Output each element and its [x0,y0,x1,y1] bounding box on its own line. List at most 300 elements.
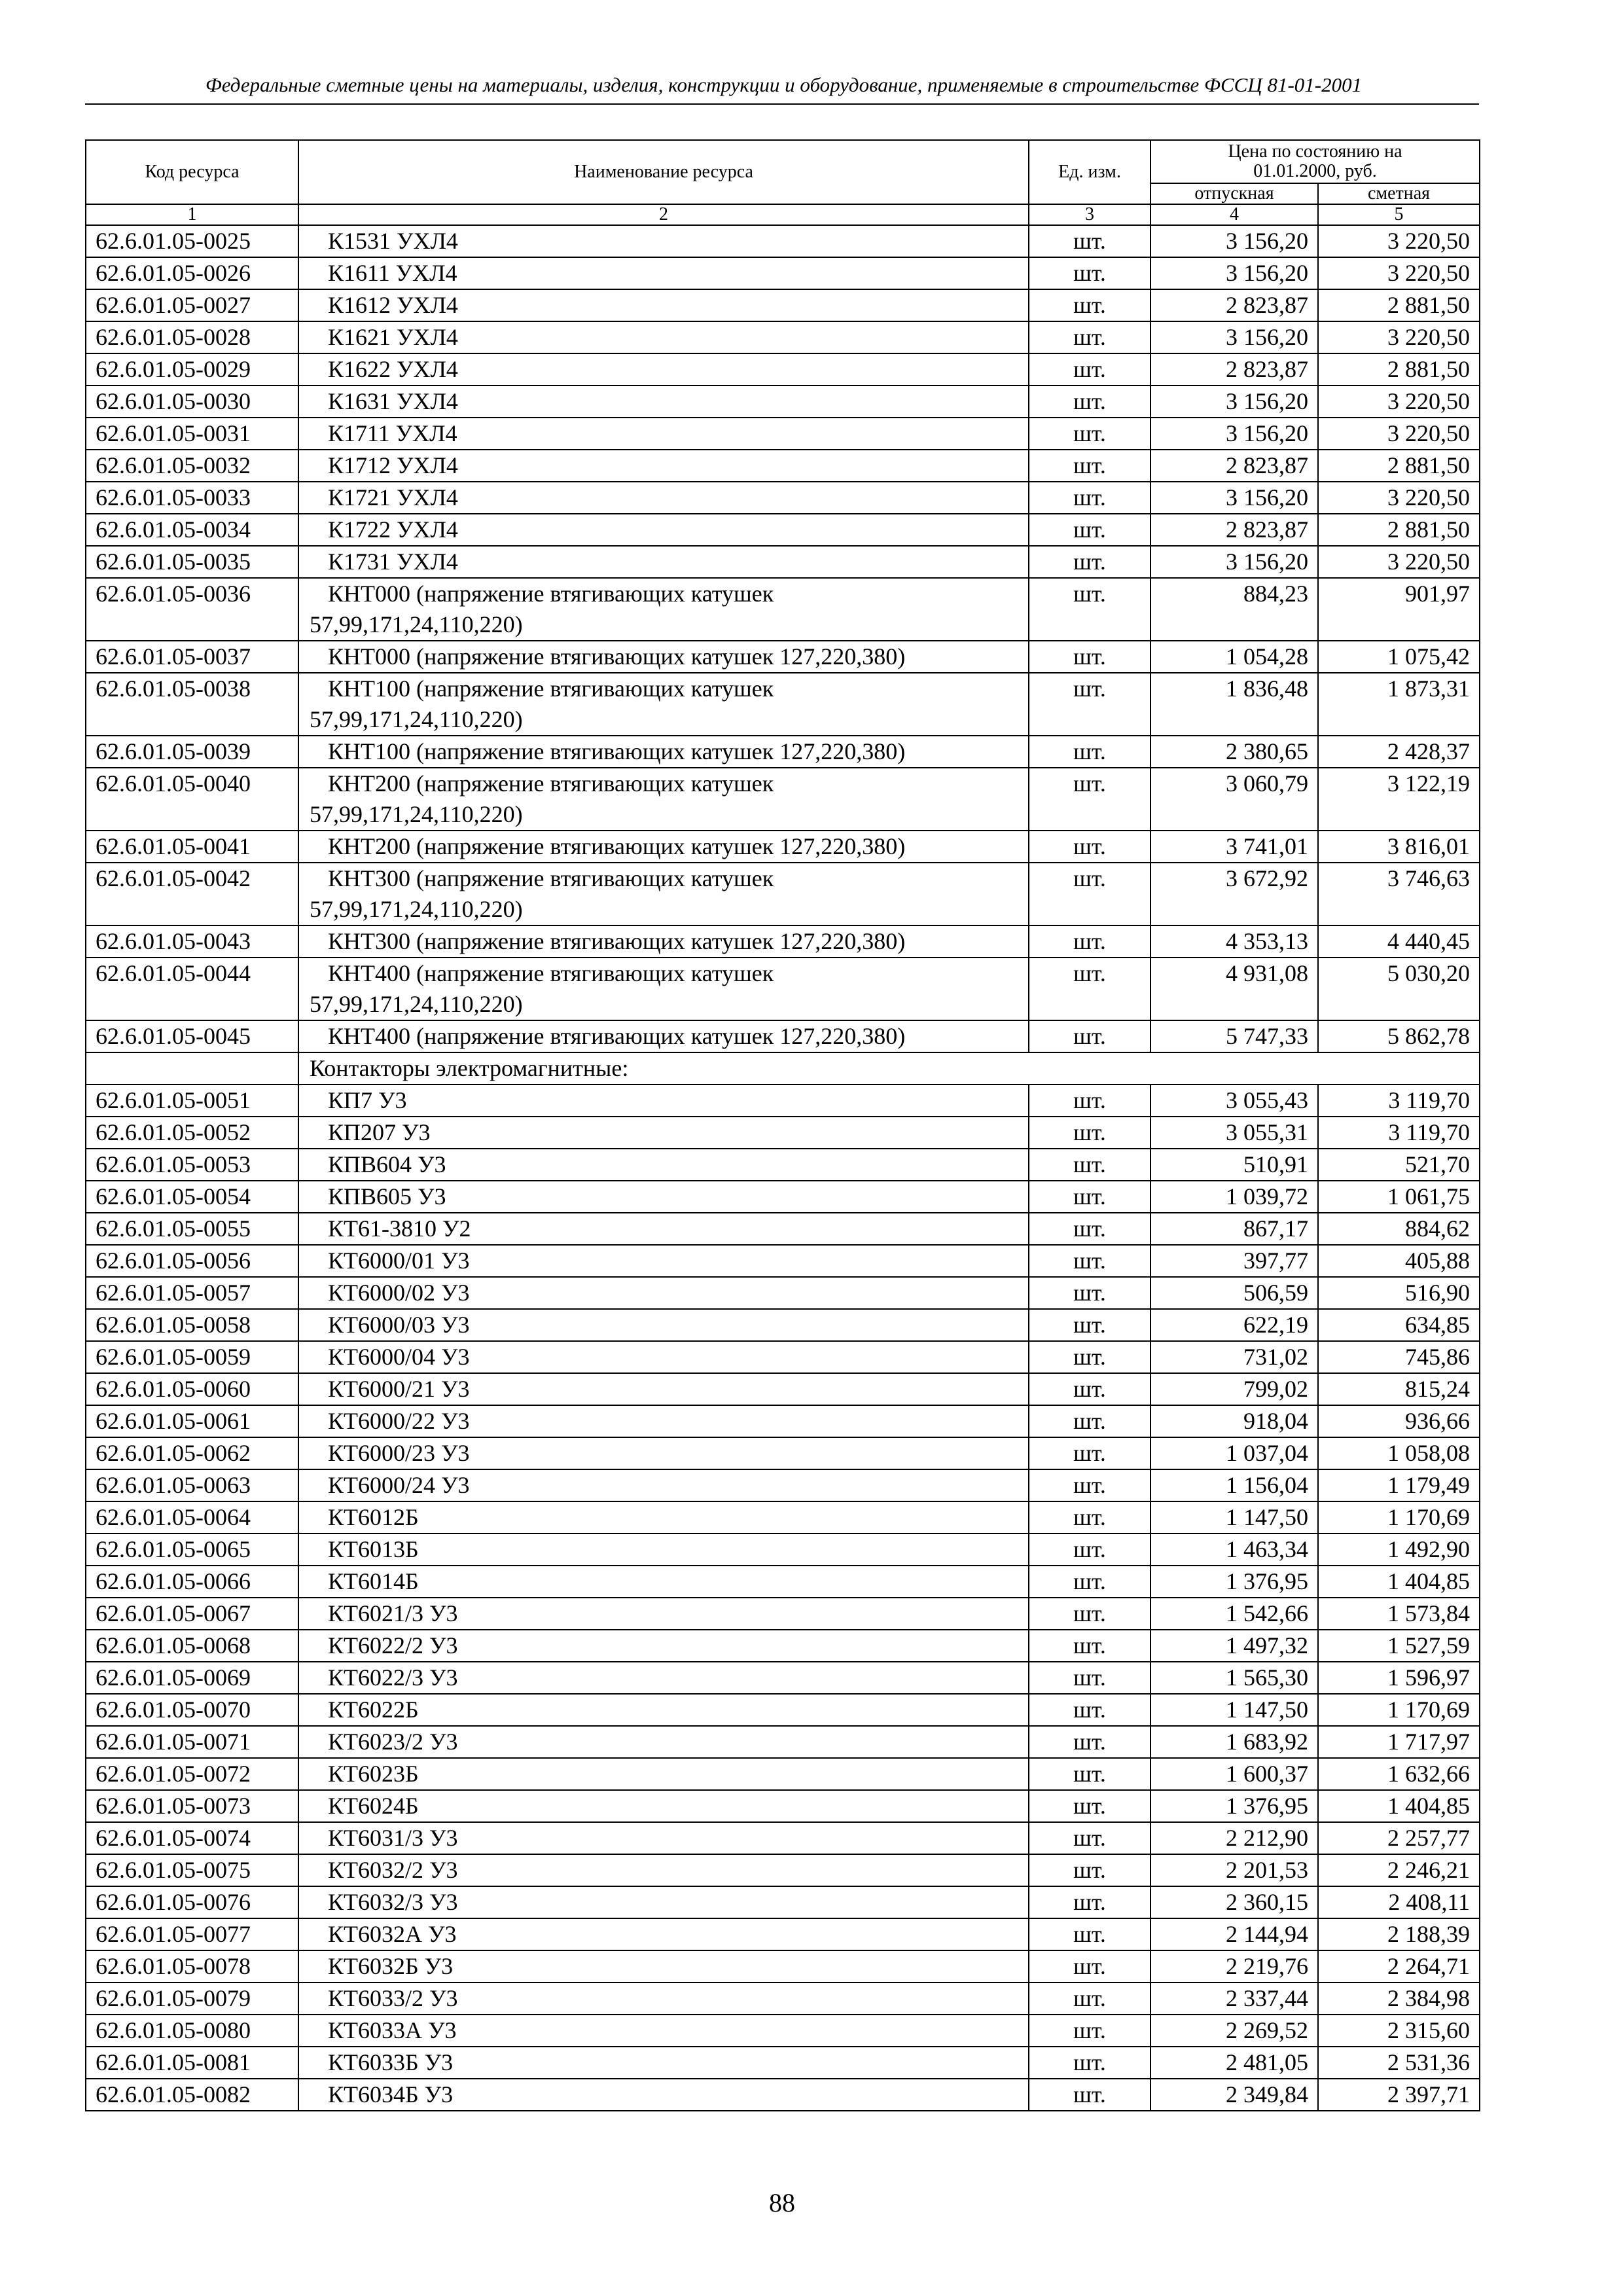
price-release: 2 380,65 [1150,736,1318,768]
resource-name: КТ6033/2 У3 [298,1982,1029,2015]
price-estimate: 1 404,85 [1318,1566,1480,1598]
table-row [86,1469,1480,1501]
resource-code: 62.6.01.05-0073 [86,1790,298,1822]
table-row [86,1245,1480,1277]
table-body [86,225,1480,2111]
price-release: 5 747,33 [1150,1020,1318,1052]
resource-code: 62.6.01.05-0058 [86,1309,298,1341]
table-row [86,450,1480,482]
resource-name: КПВ605 У3 [298,1181,1029,1213]
resource-code: 62.6.01.05-0075 [86,1854,298,1886]
price-estimate: 2 257,77 [1318,1822,1480,1854]
price-estimate: 3 816,01 [1318,831,1480,863]
resource-code: 62.6.01.05-0077 [86,1918,298,1950]
table-row [86,1085,1480,1117]
table-row [86,1309,1480,1341]
table-row [86,2015,1480,2047]
resource-code: 62.6.01.05-0067 [86,1598,298,1630]
table-row [86,1181,1480,1213]
table-row [86,578,1480,641]
table-row [86,736,1480,768]
unit-of-measure: шт. [1029,1534,1150,1566]
resource-name: КТ6000/24 У3 [298,1469,1029,1501]
price-estimate: 1 179,49 [1318,1469,1480,1501]
resource-name: КНТ400 (напряжение втягивающих катушек 127,220,380) [298,1020,1029,1052]
unit-of-measure: шт. [1029,925,1150,958]
resource-code: 62.6.01.05-0069 [86,1662,298,1694]
resource-code: 62.6.01.05-0054 [86,1181,298,1213]
column-number: 3 [1029,204,1150,225]
price-estimate: 3 746,63 [1318,863,1480,925]
table-row [86,1534,1480,1566]
resource-name: КНТ200 (напряжение втягивающих катушек 127,220,380) [298,831,1029,863]
resource-name: КТ6032/3 У3 [298,1886,1029,1918]
resource-name [298,958,1029,1020]
page-number: 88 [769,2188,795,2217]
unit-of-measure: шт. [1029,1373,1150,1405]
unit-of-measure: шт. [1029,641,1150,673]
price-table [85,139,1480,2111]
price-release: 2 219,76 [1150,1950,1318,1982]
price-group-line2: 01.01.2000, руб. [1253,161,1377,181]
price-release: 1 463,34 [1150,1534,1318,1566]
unit-of-measure: шт. [1029,1341,1150,1373]
price-estimate: 936,66 [1318,1405,1480,1437]
table-row [86,641,1480,673]
price-release: 2 360,15 [1150,1886,1318,1918]
table-row [86,321,1480,353]
resource-name: КТ6024Б [298,1790,1029,1822]
resource-code: 62.6.01.05-0038 [86,673,298,736]
col-header-name: Наименование ресурса [298,140,1029,204]
unit-of-measure: шт. [1029,1149,1150,1181]
resource-code: 62.6.01.05-0057 [86,1277,298,1309]
price-release: 2 823,87 [1150,514,1318,546]
price-estimate: 1 596,97 [1318,1662,1480,1694]
unit-of-measure: шт. [1029,1758,1150,1790]
resource-name: КТ6012Б [298,1501,1029,1534]
resource-name [298,673,1029,736]
resource-code: 62.6.01.05-0056 [86,1245,298,1277]
unit-of-measure: шт. [1029,2047,1150,2079]
resource-code: 62.6.01.05-0071 [86,1726,298,1758]
unit-of-measure: шт. [1029,863,1150,925]
resource-name: КТ6034Б У3 [298,2079,1029,2111]
price-estimate: 1 527,59 [1318,1630,1480,1662]
table-row [86,353,1480,386]
resource-name-line2: 57,99,171,24,110,220) [310,991,523,1017]
resource-code: 62.6.01.05-0063 [86,1469,298,1501]
table-row [86,546,1480,578]
price-release: 3 156,20 [1150,321,1318,353]
price-release: 867,17 [1150,1213,1318,1245]
resource-code: 62.6.01.05-0026 [86,257,298,289]
price-estimate: 3 119,70 [1318,1117,1480,1149]
unit-of-measure: шт. [1029,1566,1150,1598]
price-estimate: 2 881,50 [1318,289,1480,321]
resource-name: К1721 УХЛ4 [298,482,1029,514]
table-row [86,1149,1480,1181]
resource-name: КТ6032А У3 [298,1918,1029,1950]
price-release: 3 156,20 [1150,225,1318,257]
unit-of-measure: шт. [1029,1213,1150,1245]
resource-name: КП7 У3 [298,1085,1029,1117]
table-row [86,1662,1480,1694]
price-release: 1 600,37 [1150,1758,1318,1790]
price-release: 1 147,50 [1150,1501,1318,1534]
table-row [86,1020,1480,1052]
price-estimate: 1 170,69 [1318,1501,1480,1534]
resource-name-line2: 57,99,171,24,110,220) [310,706,523,732]
resource-name: К1631 УХЛ4 [298,386,1029,418]
unit-of-measure: шт. [1029,1245,1150,1277]
resource-name [298,768,1029,831]
table-row [86,1630,1480,1662]
resource-name: К1731 УХЛ4 [298,546,1029,578]
col-header-price-group [1150,140,1480,183]
table-row [86,1277,1480,1309]
unit-of-measure: шт. [1029,2015,1150,2047]
table-row [86,1341,1480,1373]
resource-name: КТ6000/21 У3 [298,1373,1029,1405]
table-row [86,1790,1480,1822]
price-release: 1 542,66 [1150,1598,1318,1630]
resource-name: КТ6023Б [298,1758,1029,1790]
resource-code: 62.6.01.05-0030 [86,386,298,418]
resource-name [298,863,1029,925]
resource-name: КНТ000 (напряжение втягивающих катушек 127,220,380) [298,641,1029,673]
price-release: 622,19 [1150,1309,1318,1341]
resource-name: КТ6031/3 У3 [298,1822,1029,1854]
unit-of-measure: шт. [1029,386,1150,418]
resource-name: КТ6000/22 У3 [298,1405,1029,1437]
price-release: 4 353,13 [1150,925,1318,958]
resource-name: К1531 УХЛ4 [298,225,1029,257]
table-row [86,1918,1480,1950]
price-release: 1 039,72 [1150,1181,1318,1213]
unit-of-measure: шт. [1029,1950,1150,1982]
resource-code: 62.6.01.05-0065 [86,1534,298,1566]
price-estimate: 2 408,11 [1318,1886,1480,1918]
resource-code: 62.6.01.05-0076 [86,1886,298,1918]
unit-of-measure: шт. [1029,1694,1150,1726]
unit-of-measure: шт. [1029,768,1150,831]
resource-code: 62.6.01.05-0079 [86,1982,298,2015]
unit-of-measure: шт. [1029,736,1150,768]
column-number-row [86,204,1480,225]
unit-of-measure: шт. [1029,1309,1150,1341]
unit-of-measure: шт. [1029,1405,1150,1437]
price-estimate: 2 315,60 [1318,2015,1480,2047]
price-estimate: 2 881,50 [1318,450,1480,482]
price-release: 1 147,50 [1150,1694,1318,1726]
table-row [86,386,1480,418]
price-estimate: 5 862,78 [1318,1020,1480,1052]
table-row [86,1982,1480,2015]
price-release: 884,23 [1150,578,1318,641]
col-header-price-release: отпускная [1150,183,1318,204]
resource-name: КНТ300 (напряжение втягивающих катушек 127,220,380) [298,925,1029,958]
table-row [86,1886,1480,1918]
price-release: 1 497,32 [1150,1630,1318,1662]
unit-of-measure: шт. [1029,1982,1150,2015]
table-row [86,1373,1480,1405]
resource-code: 62.6.01.05-0074 [86,1822,298,1854]
resource-code: 62.6.01.05-0040 [86,768,298,831]
resource-code: 62.6.01.05-0070 [86,1694,298,1726]
price-estimate: 2 246,21 [1318,1854,1480,1886]
resource-name: КТ6023/2 У3 [298,1726,1029,1758]
resource-name: КТ6022Б [298,1694,1029,1726]
table-row [86,863,1480,925]
price-estimate: 1 573,84 [1318,1598,1480,1630]
price-release: 2 349,84 [1150,2079,1318,2111]
price-release: 3 156,20 [1150,546,1318,578]
table-row [86,768,1480,831]
price-estimate: 2 881,50 [1318,353,1480,386]
resource-code: 62.6.01.05-0028 [86,321,298,353]
unit-of-measure: шт. [1029,673,1150,736]
price-estimate: 1 075,42 [1318,641,1480,673]
price-estimate: 3 220,50 [1318,418,1480,450]
price-release: 1 683,92 [1150,1726,1318,1758]
unit-of-measure: шт. [1029,514,1150,546]
table-row [86,673,1480,736]
price-release: 1 156,04 [1150,1469,1318,1501]
unit-of-measure: шт. [1029,1020,1150,1052]
price-release: 3 156,20 [1150,386,1318,418]
unit-of-measure: шт. [1029,1822,1150,1854]
price-release: 2 337,44 [1150,1982,1318,2015]
unit-of-measure: шт. [1029,1277,1150,1309]
price-estimate: 1 492,90 [1318,1534,1480,1566]
price-release: 799,02 [1150,1373,1318,1405]
resource-code: 62.6.01.05-0027 [86,289,298,321]
unit-of-measure: шт. [1029,1790,1150,1822]
resource-code: 62.6.01.05-0082 [86,2079,298,2111]
unit-of-measure: шт. [1029,1598,1150,1630]
resource-code: 62.6.01.05-0072 [86,1758,298,1790]
resource-code: 62.6.01.05-0042 [86,863,298,925]
resource-name: КТ6000/02 У3 [298,1277,1029,1309]
resource-name: К1622 УХЛ4 [298,353,1029,386]
resource-code: 62.6.01.05-0055 [86,1213,298,1245]
price-release: 3 741,01 [1150,831,1318,863]
price-release: 3 055,31 [1150,1117,1318,1149]
resource-name: К1621 УХЛ4 [298,321,1029,353]
resource-code: 62.6.01.05-0064 [86,1501,298,1534]
price-estimate: 3 220,50 [1318,546,1480,578]
resource-name: К1711 УХЛ4 [298,418,1029,450]
unit-of-measure: шт. [1029,958,1150,1020]
resource-code: 62.6.01.05-0062 [86,1437,298,1469]
resource-code: 62.6.01.05-0060 [86,1373,298,1405]
table-row [86,482,1480,514]
price-release: 2 269,52 [1150,2015,1318,2047]
table-row [86,1726,1480,1758]
table-row [86,2079,1480,2111]
price-release: 3 060,79 [1150,768,1318,831]
price-estimate: 1 717,97 [1318,1726,1480,1758]
price-release: 3 055,43 [1150,1085,1318,1117]
resource-name: КТ61-3810 У2 [298,1213,1029,1245]
resource-name: КТ6033А У3 [298,2015,1029,2047]
price-estimate: 3 220,50 [1318,257,1480,289]
resource-code: 62.6.01.05-0061 [86,1405,298,1437]
price-estimate: 5 030,20 [1318,958,1480,1020]
unit-of-measure: шт. [1029,257,1150,289]
price-release: 2 212,90 [1150,1822,1318,1854]
price-group-line1: Цена по состоянию на [1228,141,1402,162]
unit-of-measure: шт. [1029,1437,1150,1469]
resource-name [298,578,1029,641]
price-release: 2 823,87 [1150,450,1318,482]
table-row [86,1822,1480,1854]
unit-of-measure: шт. [1029,1469,1150,1501]
resource-code: 62.6.01.05-0039 [86,736,298,768]
price-release: 731,02 [1150,1341,1318,1373]
price-release: 2 144,94 [1150,1918,1318,1950]
section-row [86,1052,1480,1085]
resource-code: 62.6.01.05-0034 [86,514,298,546]
price-estimate: 2 881,50 [1318,514,1480,546]
resource-code: 62.6.01.05-0025 [86,225,298,257]
table-row [86,514,1480,546]
resource-code: 62.6.01.05-0053 [86,1149,298,1181]
price-release: 1 376,95 [1150,1790,1318,1822]
price-release: 2 201,53 [1150,1854,1318,1886]
resource-name: КТ6022/3 У3 [298,1662,1029,1694]
section-title: Контакторы электромагнитные: [298,1052,1480,1085]
resource-name-line2: 57,99,171,24,110,220) [310,801,523,827]
resource-code: 62.6.01.05-0043 [86,925,298,958]
price-release: 397,77 [1150,1245,1318,1277]
price-release: 3 672,92 [1150,863,1318,925]
unit-of-measure: шт. [1029,1662,1150,1694]
unit-of-measure: шт. [1029,831,1150,863]
resource-name: КТ6032/2 У3 [298,1854,1029,1886]
unit-of-measure: шт. [1029,418,1150,450]
price-estimate: 2 397,71 [1318,2079,1480,2111]
resource-code: 62.6.01.05-0081 [86,2047,298,2079]
price-release: 1 037,04 [1150,1437,1318,1469]
resource-code: 62.6.01.05-0032 [86,450,298,482]
col-header-price-estimate: сметная [1318,183,1480,204]
unit-of-measure: шт. [1029,1630,1150,1662]
price-release: 1 565,30 [1150,1662,1318,1694]
resource-code: 62.6.01.05-0045 [86,1020,298,1052]
price-release: 2 823,87 [1150,353,1318,386]
price-estimate: 745,86 [1318,1341,1480,1373]
resource-name-line2: 57,99,171,24,110,220) [310,611,523,637]
resource-name-line1: КНТ200 (напряжение втягивающих катушек [328,770,774,797]
price-release: 3 156,20 [1150,418,1318,450]
resource-name-line1: КНТ400 (напряжение втягивающих катушек [328,960,774,986]
resource-name: КТ6000/01 У3 [298,1245,1029,1277]
table-row [86,418,1480,450]
running-header: Федеральные сметные цены на материалы, изделия, конструкции и оборудование, применяемые в строительстве ФССЦ 81-01-2001 [205,73,1363,96]
unit-of-measure: шт. [1029,578,1150,641]
price-release: 3 156,20 [1150,482,1318,514]
price-estimate: 3 220,50 [1318,225,1480,257]
price-release: 1 836,48 [1150,673,1318,736]
price-estimate: 521,70 [1318,1149,1480,1181]
price-estimate: 3 220,50 [1318,482,1480,514]
price-estimate: 3 220,50 [1318,321,1480,353]
table-row [86,289,1480,321]
price-release: 506,59 [1150,1277,1318,1309]
resource-code: 62.6.01.05-0059 [86,1341,298,1373]
table-row [86,958,1480,1020]
table-row [86,1117,1480,1149]
resource-name: КТ6000/03 У3 [298,1309,1029,1341]
price-release: 2 823,87 [1150,289,1318,321]
resource-code: 62.6.01.05-0031 [86,418,298,450]
price-estimate: 1 404,85 [1318,1790,1480,1822]
price-estimate: 516,90 [1318,1277,1480,1309]
unit-of-measure: шт. [1029,482,1150,514]
resource-code: 62.6.01.05-0036 [86,578,298,641]
column-number: 5 [1318,204,1480,225]
unit-of-measure: шт. [1029,450,1150,482]
column-number: 1 [86,204,298,225]
resource-name: К1612 УХЛ4 [298,289,1029,321]
resource-name: КТ6000/04 У3 [298,1341,1029,1373]
price-estimate: 815,24 [1318,1373,1480,1405]
section-code-cell [86,1052,298,1085]
unit-of-measure: шт. [1029,353,1150,386]
resource-code: 62.6.01.05-0035 [86,546,298,578]
price-estimate: 4 440,45 [1318,925,1480,958]
price-estimate: 2 384,98 [1318,1982,1480,2015]
resource-name: КПВ604 У3 [298,1149,1029,1181]
resource-code: 62.6.01.05-0078 [86,1950,298,1982]
resource-code: 62.6.01.05-0044 [86,958,298,1020]
price-estimate: 3 220,50 [1318,386,1480,418]
unit-of-measure: шт. [1029,1854,1150,1886]
price-estimate: 3 119,70 [1318,1085,1480,1117]
resource-code: 62.6.01.05-0080 [86,2015,298,2047]
price-estimate: 1 873,31 [1318,673,1480,736]
unit-of-measure: шт. [1029,321,1150,353]
table-row [86,2047,1480,2079]
table-row [86,1405,1480,1437]
price-estimate: 1 632,66 [1318,1758,1480,1790]
resource-name-line1: КНТ100 (напряжение втягивающих катушек [328,675,774,702]
table-row [86,1854,1480,1886]
resource-code: 62.6.01.05-0029 [86,353,298,386]
resource-code: 62.6.01.05-0052 [86,1117,298,1149]
unit-of-measure: шт. [1029,1085,1150,1117]
table-row [86,1566,1480,1598]
table-row [86,257,1480,289]
resource-code: 62.6.01.05-0033 [86,482,298,514]
price-estimate: 884,62 [1318,1213,1480,1245]
resource-name: К1722 УХЛ4 [298,514,1029,546]
table-row [86,1213,1480,1245]
resource-name-line1: КНТ000 (напряжение втягивающих катушек [328,581,774,607]
price-estimate: 2 428,37 [1318,736,1480,768]
resource-name-line1: КНТ300 (напряжение втягивающих катушек [328,865,774,891]
column-number: 2 [298,204,1029,225]
price-release: 2 481,05 [1150,2047,1318,2079]
resource-name: КТ6013Б [298,1534,1029,1566]
unit-of-measure: шт. [1029,1726,1150,1758]
price-release: 918,04 [1150,1405,1318,1437]
resource-name-line2: 57,99,171,24,110,220) [310,896,523,922]
unit-of-measure: шт. [1029,1918,1150,1950]
unit-of-measure: шт. [1029,2079,1150,2111]
